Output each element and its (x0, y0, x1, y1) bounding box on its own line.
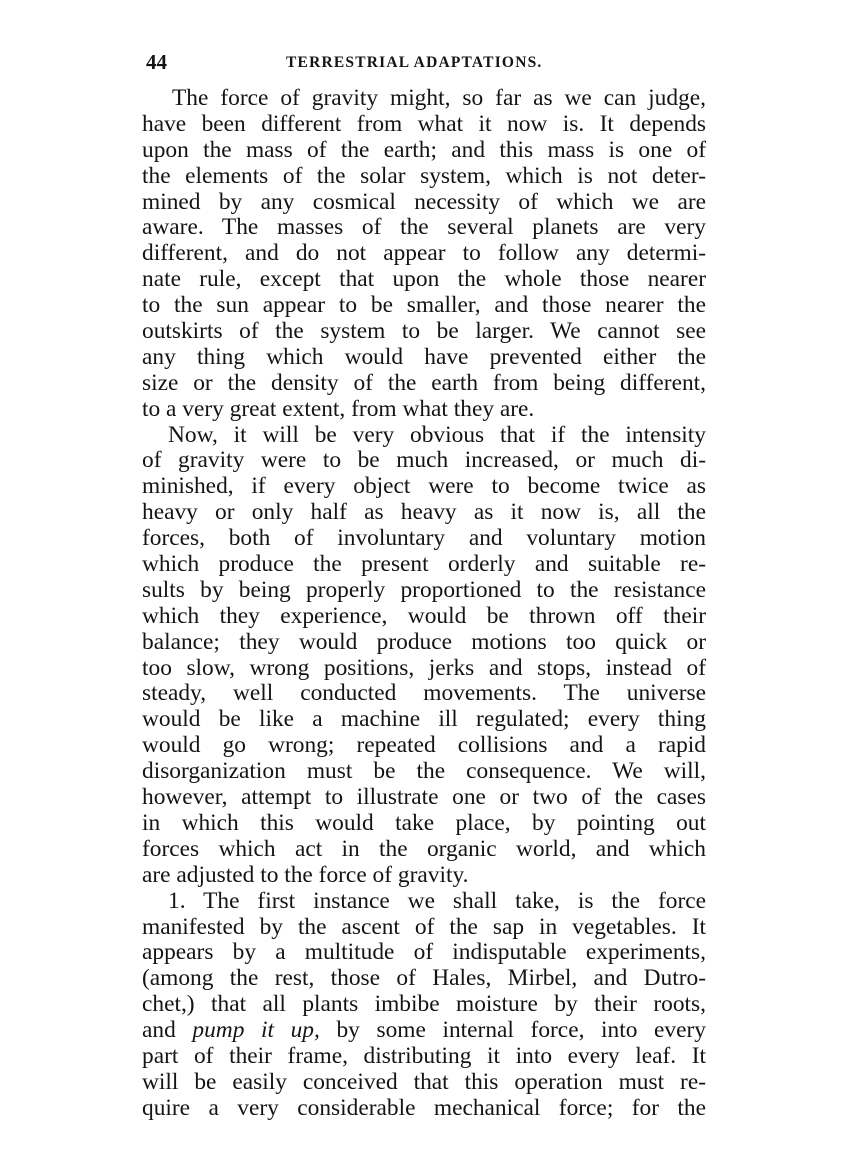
text-line: appears by a multitude of indisputable experiments, (142, 939, 706, 966)
text-line: have been different from what it now is. It depends (142, 110, 706, 137)
text-line: nate rule, except that upon the whole those nearer (142, 266, 706, 293)
text-line: sults by being properly proportioned to the resistance (142, 576, 706, 603)
text-line: disorganization must be the consequence. We will, (142, 758, 706, 785)
text-line: steady, well conducted movements. The universe (142, 680, 706, 707)
text-line: different, and do not appear to follow any determi- (142, 240, 706, 267)
text-line: heavy or only half as heavy as it now is, all the (142, 499, 706, 526)
text-line: chet,) that all plants imbibe moisture by their roots, (142, 991, 706, 1018)
text-line: 1. The first instance we shall take, is the force (168, 887, 706, 914)
text-line: part of their frame, distributing it into every leaf. It (142, 1042, 706, 1069)
text-line: would be like a machine ill regulated; every thing (142, 706, 706, 733)
text-line: to the sun appear to be smaller, and those nearer the (142, 292, 706, 319)
italic-phrase: pump it up, (192, 1017, 320, 1044)
text-line: would go wrong; repeated collisions and a rapid (142, 732, 706, 759)
paragraph-2 (142, 423, 706, 889)
text-line: will be easily conceived that this operation must re- (142, 1068, 706, 1095)
text-line: the elements of the solar system, which is not deter- (142, 162, 706, 189)
text-line: forces, both of involuntary and voluntary motion (142, 525, 706, 552)
text-line: to a very great extent, from what they are. (142, 395, 535, 422)
text-line: are adjusted to the force of gravity. (142, 861, 469, 888)
text-line: forces which act in the organic world, and which (142, 835, 706, 862)
text-line: manifested by the ascent of the sap in vegetables. It (142, 913, 706, 940)
text-line: Now, it will be very obvious that if the intensity (168, 421, 706, 448)
text-line: of gravity were to be much increased, or much di- (142, 447, 706, 474)
text-line: The force of gravity might, so far as we can judge, (172, 85, 706, 111)
text-line: too slow, wrong positions, jerks and stops, instead of (142, 654, 706, 681)
text-line: however, attempt to illustrate one or two of the cases (142, 784, 706, 811)
text-line: which produce the present orderly and suitable re- (142, 551, 706, 578)
text-line: and pump it up, by some internal force, into every (142, 1017, 706, 1044)
text-line: (among the rest, those of Hales, Mirbel, and Dutro- (142, 965, 706, 992)
text-line: which they experience, would be thrown off their (142, 602, 706, 629)
text-line: mined by any cosmical necessity of which we are (142, 188, 706, 215)
running-head (146, 50, 706, 76)
paragraph-1 (142, 86, 706, 423)
text-line: upon the mass of the earth; and this mass is one of (142, 136, 706, 163)
text-line: outskirts of the system to be larger. We cannot see (142, 318, 706, 345)
page-number: 44 (146, 50, 167, 74)
paragraph-3 (142, 889, 706, 1122)
text-line: size or the density of the earth from being different, (142, 369, 706, 396)
text-line: minished, if every object were to become twice as (142, 473, 706, 500)
text-line: any thing which would have prevented either the (142, 343, 706, 370)
running-title: TERRESTRIAL ADAPTATIONS. (286, 54, 543, 71)
text-line: aware. The masses of the several planets are very (142, 214, 706, 241)
text-line: balance; they would produce motions too quick or (142, 628, 706, 655)
text-line: quire a very considerable mechanical force; for the (142, 1094, 706, 1121)
text-line: in which this would take place, by pointing out (142, 809, 706, 836)
body-text (142, 86, 706, 1122)
